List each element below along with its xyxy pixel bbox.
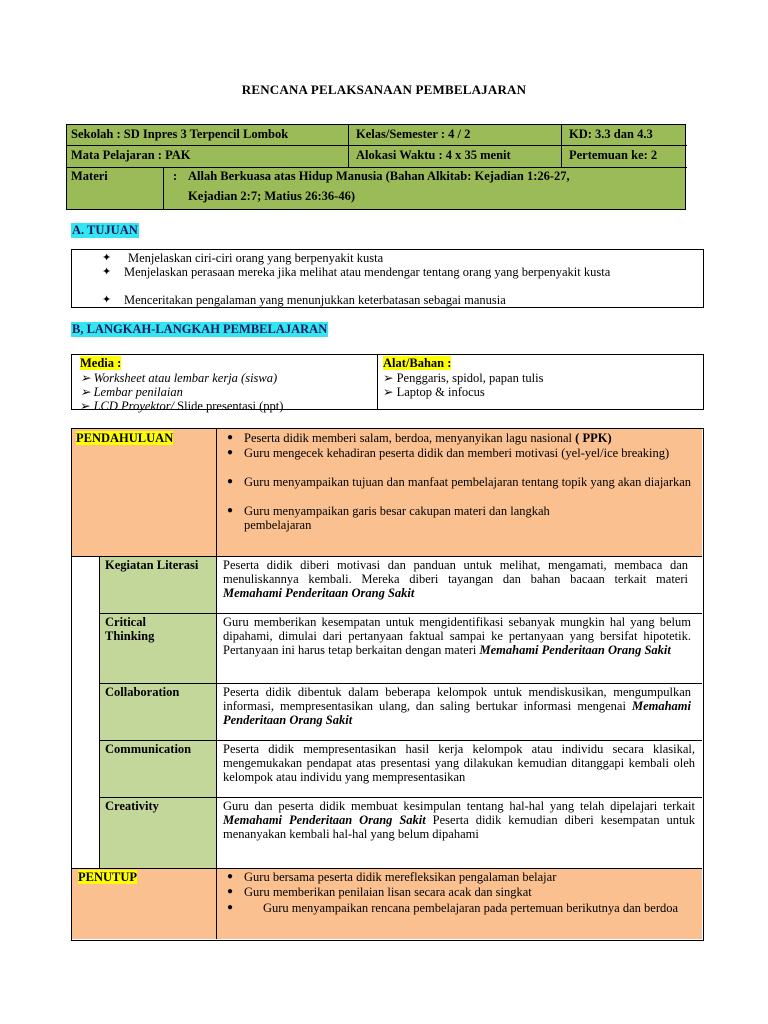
list-item: ➢ Worksheet atau lembar kerja (siswa) xyxy=(80,371,278,385)
list-item: ➢ Penggaris, spidol, papan tulis xyxy=(383,371,544,385)
bullet-icon: ● xyxy=(227,447,234,458)
bullet-icon: ● xyxy=(227,476,234,487)
arrow-bullet-icon: ➢ xyxy=(383,371,397,385)
creativity-label: Creativity xyxy=(105,799,159,813)
list-item: ● Guru bersama peserta didik merefleksikan pengalaman belajar xyxy=(227,870,557,884)
collaboration-label: Collaboration xyxy=(105,685,180,699)
mapel-label: Mata Pelajaran : PAK xyxy=(71,148,191,162)
media-alat-box xyxy=(71,354,704,413)
kegiatan-literasi-label: Kegiatan Literasi xyxy=(105,558,199,572)
collaboration-text: Peserta didik dibentuk dalam beberapa kelompok untuk mendiskusikan, mengumpulkan informasi, mempresentasikan ulang, dan saling bertukar informasi mengenai Memahami Penderitaan Orang Sakit xyxy=(223,685,691,727)
cross-bullet-icon: ✦ xyxy=(102,252,112,264)
list-item: ➢ Lembar penilaian xyxy=(80,385,183,399)
tujuan-box: ✦ Menjelaskan ciri-ciri orang yang berpenyakit kusta ✦ Menjelaskan perasaan mereka jika melihat atau mendengar tentang orang yang berpenyakit kusta ✦ Menceritakan pengalaman yang menunjukkan keterbatasan sebagai manusia xyxy=(71,249,704,308)
list-item: ➢ Laptop & infocus xyxy=(383,385,485,399)
steps-table xyxy=(71,428,704,941)
communication-label: Communication xyxy=(105,742,192,756)
materi-line-1: Allah Berkuasa atas Hidup Manusia (Bahan Alkitab: Kejadian 1:26-27, xyxy=(188,169,570,183)
kd-label: KD: 3.3 dan 4.3 xyxy=(569,127,653,141)
arrow-bullet-icon: ➢ xyxy=(80,399,94,413)
arrow-bullet-icon: ➢ xyxy=(80,385,94,399)
materi-colon: : xyxy=(173,169,178,183)
sekolah-label: Sekolah : SD Inpres 3 Terpencil Lombok xyxy=(71,127,289,141)
penutup-label: PENUTUP xyxy=(78,870,138,884)
header-table xyxy=(66,124,686,210)
bullet-icon: ● xyxy=(227,432,234,443)
cross-bullet-icon: ✦ xyxy=(102,294,112,306)
section-a-heading: A. TUJUAN xyxy=(72,223,138,237)
materi-label: Materi xyxy=(71,169,108,183)
list-item: ● Guru mengecek kehadiran peserta didik dan memberi motivasi (yel-yel/ice breaking) xyxy=(227,446,670,460)
creativity-text: Guru dan peserta didik membuat kesimpulan tentang hal-hal yang telah dipelajari terkait Memahami Penderitaan Orang Sakit Peserta didik kemudian diberi kesempatan untuk menanyakan kembali hal-hal yang belum dipahami xyxy=(223,799,695,841)
list-item: ● Guru menyampaikan garis besar cakupan materi dan langkah pembelajaran xyxy=(227,504,550,532)
critical-thinking-label: Critical Thinking xyxy=(105,615,155,643)
pertemuan-label: Pertemuan ke: 2 xyxy=(569,148,658,162)
list-item: ● Guru menyampaikan tujuan dan manfaat pembelajaran tentang topik yang akan diajarkan xyxy=(227,475,692,489)
bullet-icon: ● xyxy=(227,505,234,516)
list-item: ➢ LCD Proyektor/ Slide presentasi (ppt) xyxy=(80,399,284,413)
materi-line-2: Kejadian 2:7; Matius 26:36-46) xyxy=(188,189,355,203)
arrow-bullet-icon: ➢ xyxy=(383,385,397,399)
media-label: Media : xyxy=(80,356,122,370)
bullet-icon: ● xyxy=(227,871,234,882)
bullet-icon: ● xyxy=(227,886,234,897)
arrow-bullet-icon: ➢ xyxy=(80,371,94,385)
critical-thinking-text: Guru memberikan kesempatan untuk mengidentifikasi sebanyak mungkin hal yang belum dipahami, dimulai dari pertanyaan faktual sampai ke pertanyaan yang bersifat hipotetik. Pertanyaan ini harus tetap berkaitan dengan materi Memahami Penderitaan Orang Sakit xyxy=(223,615,691,657)
alokasi-label: Alokasi Waktu : 4 x 35 menit xyxy=(356,148,511,162)
list-item: ● Guru memberikan penilaian lisan secara acak dan singkat xyxy=(227,885,532,899)
kegiatan-literasi-text: Peserta didik diberi motivasi dan panduan untuk melihat, mengamati, membaca dan menuliskannya kembali. Mereka diberi tayangan dan bahan bacaan terkait materi Memahami Penderitaan Orang Sakit xyxy=(223,558,688,600)
document-title: RENCANA PELAKSANAAN PEMBELAJARAN xyxy=(241,82,527,97)
pendahuluan-label: PENDAHULUAN xyxy=(76,431,174,445)
alat-label: Alat/Bahan : xyxy=(383,356,452,370)
bullet-icon: ● xyxy=(227,902,234,913)
list-item: ● Guru menyampaikan rencana pembelajaran pada pertemuan berikutnya dan berdoa xyxy=(227,901,679,915)
list-item: ● Peserta didik memberi salam, berdoa, menyanyikan lagu nasional ( PPK) xyxy=(227,431,612,445)
cross-bullet-icon: ✦ xyxy=(102,266,112,278)
kelas-label: Kelas/Semester : 4 / 2 xyxy=(356,127,471,141)
communication-text: Peserta didik mempresentasikan hasil kerja kelompok atau individu secara klasikal, mengemukakan pendapat atas presentasi yang dilakukan kemudian ditanggapi kembali oleh kelompok atau individu yang mempresentasikan xyxy=(223,742,695,784)
section-b-heading: B, LANGKAH-LANGKAH PEMBELAJARAN xyxy=(72,322,328,336)
